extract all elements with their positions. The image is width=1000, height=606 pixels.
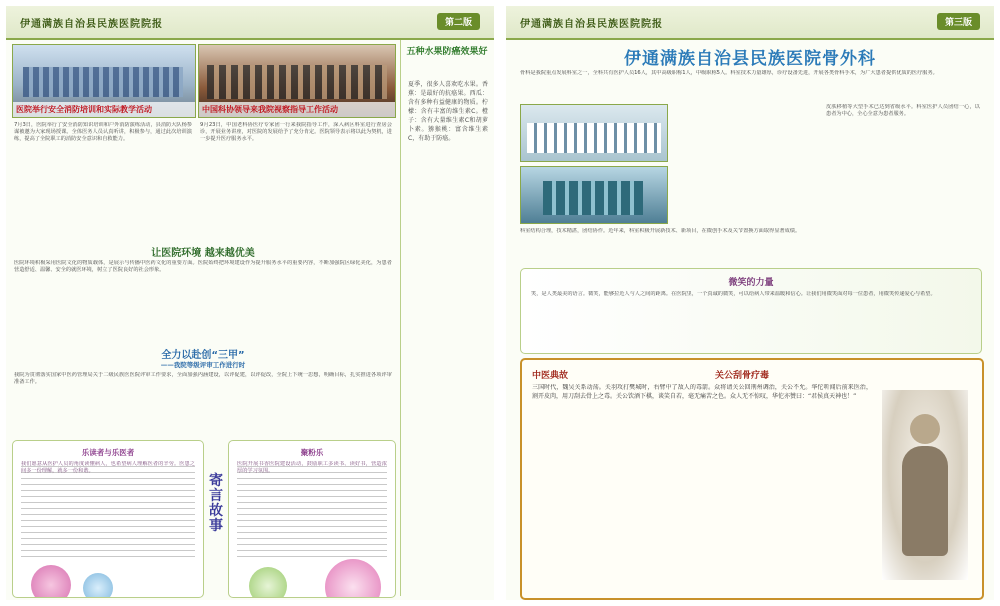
flower-decoration [325, 559, 381, 598]
grade-review-article: 我院为贯彻落实国家中医药管理局关于二级民族医医院评审工作要求，全面加强内涵建设，以评促建，以评促改，全院上下统一思想，明确目标，扎实推进各项评审准备工作。 [14, 372, 392, 385]
visit-article: 9月23日，中国老科协医疗专家团一行来我院指导工作，深入病区科室进行查房会诊，开展业务讲座，对医院的发展给予了充分肯定。医院领导表示将以此为契机，进一步提升医疗服务水平。 [200, 122, 392, 142]
reader-column-text: 我们愿意从医护人员的角度读懂病人，也希望病人理解医者的辛劳。医患之间多一份理解，就多一份和谐。 [21, 461, 195, 474]
left-header-title: 伊通满族自治县民族医院院报 [20, 19, 163, 30]
fire-drill-article: 7月3日，医院举行了安全消防知识培训和户外消防演练活动，县消防大队杨参谋被邀为大家现场授课。全体医务人员认真听讲，积极参与，通过此次培训演练，提高了全院职工的消防安全意识和自救能力。 [14, 122, 192, 142]
fruit-sidebar-text: 夏季，很多人喜欢吃水果。香蕉：是最好的抗癌果。西瓜：含有多种有益健康的物质。柠檬：含有丰富的维生素C。橙子：含有大量维生素C和胡萝卜素。猕猴桃：富含维生素C，有助于防癌。 [408, 81, 488, 142]
surgery-photo [520, 166, 668, 224]
right-page [506, 6, 994, 600]
tcm-story-box [520, 358, 984, 600]
right-page-header [506, 6, 994, 40]
left-page [6, 6, 494, 600]
orthopedics-text: 科室结构合理，技术精湛，团结协作。近年来，科室积极开展新技术、新项目，在微创手术及关节置换方面取得显著成绩。 [520, 228, 801, 234]
vertical-quote: 寄言故事 [209, 473, 223, 534]
grade-review-title: 全力以赴创“三甲” [161, 350, 245, 361]
fruit-sidebar-title: 五种水果防癌效果好 [406, 47, 488, 57]
smile-article-title: 微笑的力量 [728, 278, 774, 288]
reader-column-title: 乐读者与乐医者 [81, 448, 135, 457]
tcm-story-tag: 中医典故 [532, 371, 569, 381]
flower-decoration [31, 565, 71, 598]
column-divider [400, 40, 401, 596]
staff-group-photo [520, 104, 668, 162]
environment-article: 医院环境积极采用医院文化的物质载体，是展示与传播中医药文化的重要方面。医院始终把环境建设作为提升服务水平的重要内容，不断加强院区绿化美化，为患者营造舒适、温馨、安全的就医环境，树立了医院良好的社会形象。 [14, 260, 392, 273]
orthopedics-side-text: 皮肤移植等大型手术已达到省级水平。科室医护人员团结一心，以患者为中心，全心全意为患者服务。 [826, 104, 980, 117]
left-page-label: 第二版 [437, 13, 480, 30]
orthopedics-intro: 骨科是我院重点发展科室之一，全科共有医护人员16人，其中高级职称1人，中级职称5人。科室技术力量雄厚，诊疗设备先进，开展各类骨科手术，为广大患者提供优质的医疗服务。 [520, 70, 938, 76]
visit-caption: 中国科协领导来我院视察指导工作活动 [199, 102, 395, 117]
reading-column-text: 医院开展书香医院建设活动，鼓励职工多读书、读好书，营造浓厚的学习氛围。 [237, 461, 387, 474]
smile-article-text: 笑，是人类最美的语言。微笑，能够拉近人与人之间的距离。在医院里，一个真诚的微笑，可以给病人带来温暖和信心。让我们用微笑面对每一位患者，用微笑传递爱心与希望。 [531, 291, 936, 297]
fire-drill-photo [12, 44, 196, 118]
fire-drill-caption: 医院举行安全消防培训和实际教学活动 [13, 102, 195, 117]
visit-photo [198, 44, 396, 118]
flower-decoration [83, 573, 113, 598]
left-page-header [6, 6, 494, 40]
right-page-label: 第三版 [937, 13, 980, 30]
reading-column-title: 聚粉乐 [300, 448, 324, 457]
reader-column-box [12, 440, 204, 598]
reading-column-box [228, 440, 396, 598]
right-header-title: 伊通满族自治县民族医院院报 [520, 19, 663, 30]
flower-decoration [249, 567, 287, 598]
grade-review-subtitle: ——我院等级评审工作进行时 [160, 361, 246, 369]
environment-title: 让医院环境 越来越优美 [151, 248, 255, 259]
orthopedics-title: 伊通满族自治县民族医院骨外科 [624, 49, 876, 69]
tcm-story-title: 关公刮骨疗毒 [714, 371, 769, 381]
tcm-story-text: 三国时代，魏吴关系动荡。关羽攻打樊城时，右臂中了敌人的毒箭。众将请关公回荆州调治，关公不允。华佗听闻后前来医治，割开皮肉，用刀刮去骨上之毒。关公饮酒下棋，谈笑自若，毫无痛苦之色。众人无不惊叹，华佗亦赞曰：“君侯真天神也！” [532, 384, 872, 400]
hua-tuo-illustration [882, 390, 968, 580]
smile-article-box [520, 268, 982, 354]
